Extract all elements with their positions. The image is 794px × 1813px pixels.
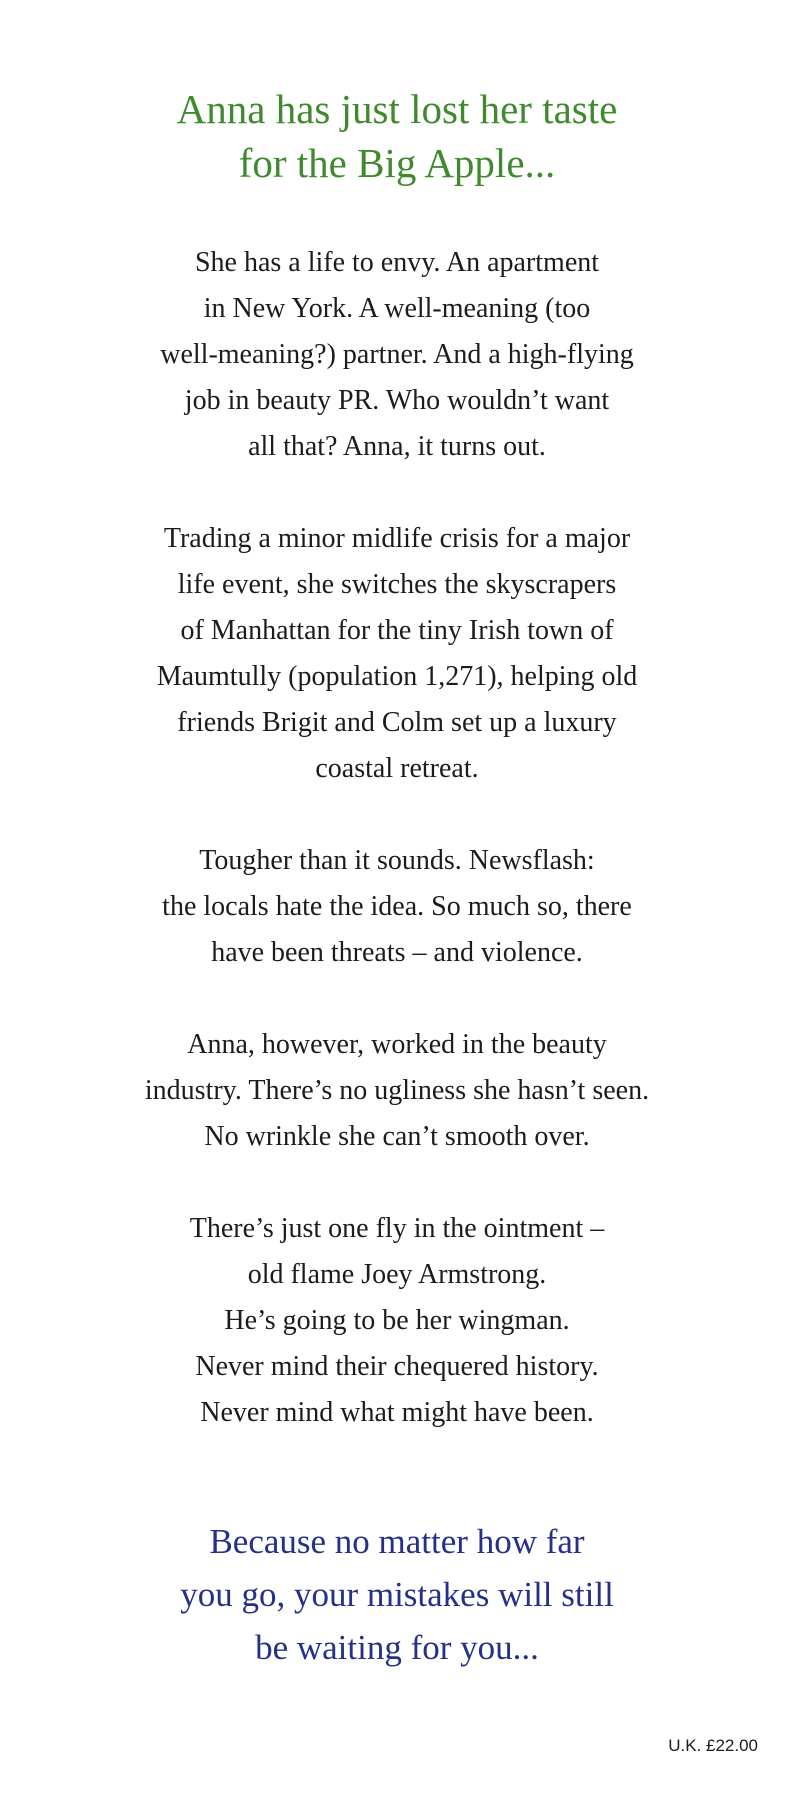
blurb-paragraph-5 [60,1206,734,1436]
blurb-line: of Manhattan for the tiny Irish town of [180,615,614,646]
blurb-line: in New York. A well-meaning (too [203,293,591,324]
headline-line: Anna has just lost her taste [176,86,618,132]
tagline-line: Because no matter how far [209,1522,585,1561]
price-label: U.K. £22.00 [668,1736,758,1755]
blurb-line: Anna, however, worked in the beauty [187,1029,607,1060]
blurb-line: Trading a minor midlife crisis for a major [163,523,631,554]
blurb-line: There’s just one fly in the ointment – [189,1213,605,1244]
blurb-body [60,240,734,1482]
blurb-paragraph-1 [60,240,734,470]
blurb-line: Tougher than it sounds. Newsflash: [199,845,595,876]
blurb-line: the locals hate the idea. So much so, there [162,891,632,922]
blurb-line: He’s going to be her wingman. [224,1305,570,1336]
blurb-line: Never mind their chequered history. [195,1351,599,1382]
blurb-line: life event, she switches the skyscrapers [177,569,617,600]
tagline [60,1515,734,1674]
tagline-line: you go, your mistakes will still [180,1575,614,1614]
blurb-line: No wrinkle she can’t smooth over. [204,1121,590,1152]
blurb-line: all that? Anna, it turns out. [248,431,546,462]
blurb-line: friends Brigit and Colm set up a luxury [177,707,617,738]
blurb-line: job in beauty PR. Who wouldn’t want [184,385,610,416]
blurb-line: well-meaning?) partner. And a high-flying [160,339,634,370]
blurb-paragraph-4 [60,1022,734,1160]
headline-line: for the Big Apple... [238,140,556,186]
blurb-line: have been threats – and violence. [211,937,583,968]
blurb-line: She has a life to envy. An apartment [194,247,600,278]
blurb-line: old flame Joey Armstrong. [247,1259,547,1290]
blurb-line: Maumtully (population 1,271), helping old [156,661,638,692]
blurb-line: Never mind what might have been. [200,1397,594,1428]
blurb-line: industry. There’s no ugliness she hasn’t seen. [144,1075,650,1106]
tagline-line: be waiting for you... [255,1628,539,1667]
headline [60,82,734,190]
blurb-paragraph-3 [60,838,734,976]
blurb-line: coastal retreat. [315,753,479,784]
blurb-paragraph-2 [60,516,734,792]
